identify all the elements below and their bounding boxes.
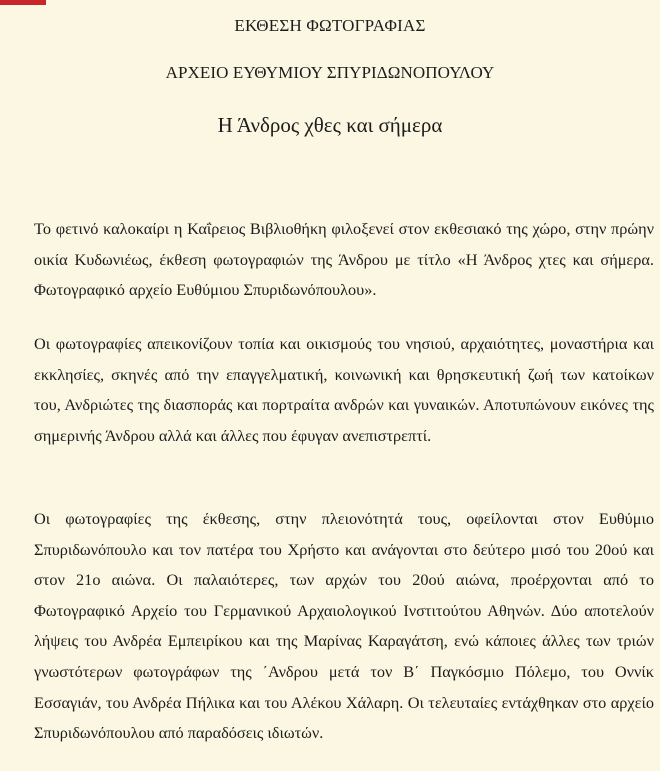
paragraph-sources: Οι φωτογραφίες της έκθεσης, στην πλειονότητά τους, οφείλονται στον Ευθύμιο Σπυριδωνόπουλο και τον πατέρα του Χρήστο και ανάγονται στο δεύτερο μισό του 20ού και στον 21ο αιώνα. Οι παλαιότερες, των αρχών του 20ού αιώνα, προέρχονται από το Φωτογραφικό Αρχείο του Γερμανικού Αρχαιολογικού Ινστιτούτου Αθηνών. Δύο αποτελούν λήψεις του Ανδρέα Εμπειρίκου και της Μαρίνας Καραγάτση, ενώ κάποιες άλλες των τριών γνωστότερων φωτογράφων της ΄Ανδρου μετά τον Β΄ Παγκόσμιο Πόλεμο, του Οννίκ Εσσαγιάν, του Ανδρέα Πήλικα και του Αλέκου Χάλαρη. Οι τελευταίες εντάχθηκαν στο αρχείο Σπυριδωνόπουλου από παραδόσεις ιδιωτών. bbox=[34, 509, 654, 743]
exhibition-heading: ΕΚΘΕΣΗ ΦΩΤΟΓΡΑΦΙΑΣ bbox=[234, 16, 426, 35]
exhibition-title: Η Άνδρος χθες και σήμερα bbox=[217, 113, 443, 137]
paragraph-intro: Το φετινό καλοκαίρι η Καΐρειος Βιβλιοθήκη φιλοξενεί στον εκθεσιακό της χώρο, στην πρώην οικία Κυδωνιέως, έκθεση φωτογραφιών της Άνδρου με τίτλο «Η Άνδρος χτες και σήμερα. Φωτογραφικό αρχείο Ευθύμιου Σπυριδωνόπουλου». bbox=[34, 219, 654, 300]
paragraph-subjects: Οι φωτογραφίες απεικονίζουν τοπία και οικισμούς του νησιού, αρχαιότητες, μοναστήρια και εκκλησίες, σκηνές από την επαγγελματική, κοινωνική και θρησκευτική ζωή των κατοίκων του, Ανδριώτες της διασποράς και πορτραίτα ανδρών και γυναικών. Αποτυπώνουν εικόνες της σημερινής Άνδρου αλλά και άλλες που έφυγαν ανεπιστρεπτί. bbox=[34, 334, 654, 445]
red-corner-mark bbox=[0, 0, 46, 5]
archive-heading: ΑΡΧΕΙΟ ΕΥΘΥΜΙΟΥ ΣΠΥΡΙΔΩΝΟΠΟΥΛΟΥ bbox=[165, 63, 495, 82]
